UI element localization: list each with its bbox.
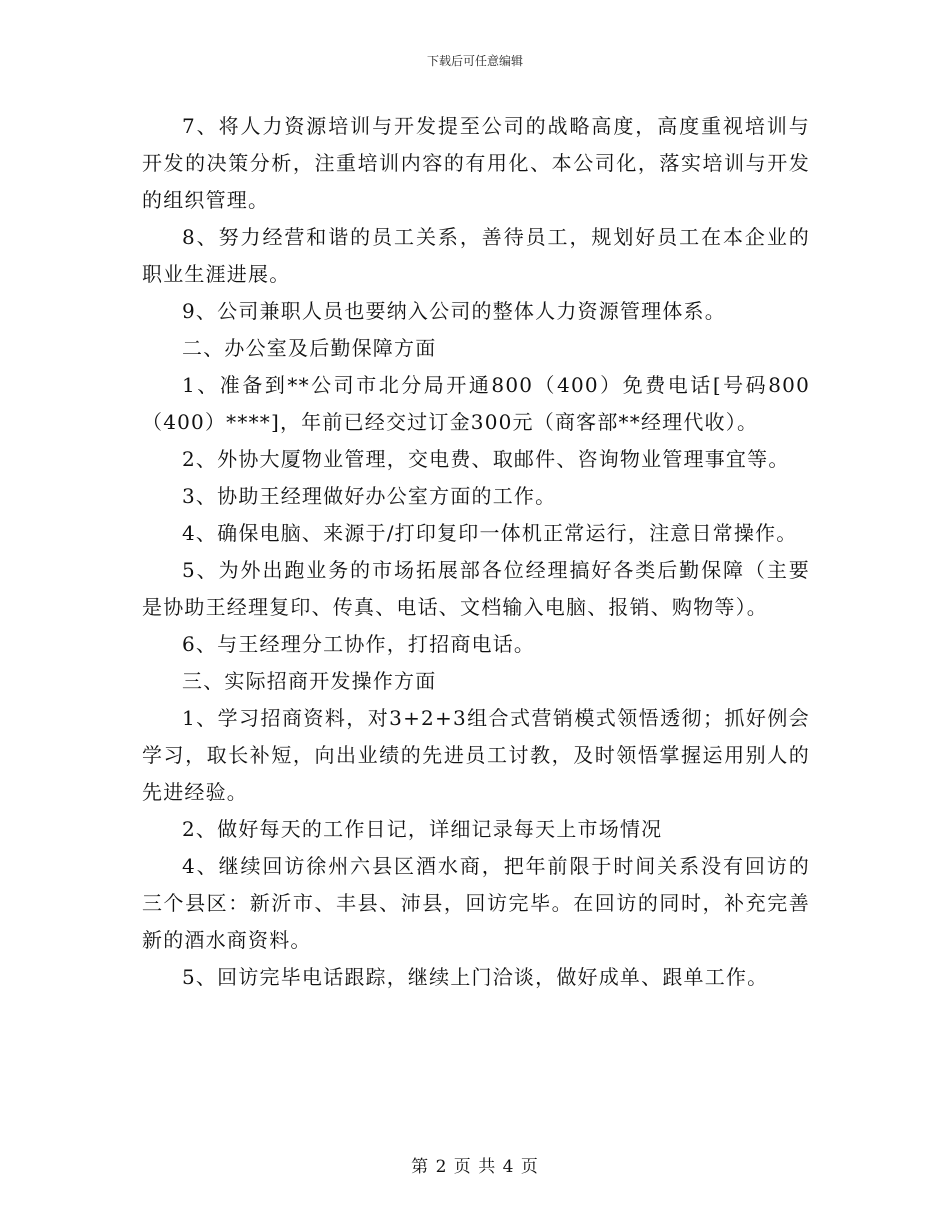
- paragraph-invest-4-visits: 4、继续回访徐州六县区酒水商，把年前限于时间关系没有回访的三个县区：新沂市、丰县、沛县，回访完毕。在回访的同时，补充完善新的酒水商资料。: [142, 854, 810, 952]
- paragraph-office-6-calls: 6、与王经理分工协作，打招商电话。: [182, 632, 536, 656]
- paragraph-office-1-phone: 1、准备到**公司市北分局开通800（400）免费电话[号码800（400）****]，年前已经交过订金300元（商客部**经理代收）。: [142, 373, 810, 434]
- paragraph-office-4-equipment: 4、确保电脑、来源于/打印复印一体机正常运行，注意日常操作。: [182, 521, 798, 545]
- paragraph-7-training: 7、将人力资源培训与开发提至公司的战略高度，高度重视培训与开发的决策分析，注重培训内容的有用化、本公司化，落实培训与开发的组织管理。: [142, 114, 810, 212]
- paragraph-9-part-time-staff: 9、公司兼职人员也要纳入公司的整体人力资源管理体系。: [182, 299, 726, 323]
- document-body: [142, 108, 810, 996]
- paragraph-office-5-support: 5、为外出跑业务的市场拓展部各位经理搞好各类后勤保障（主要是协助王经理复印、传真、电话、文档输入电脑、报销、购物等）。: [142, 558, 810, 619]
- paragraph-invest-5-followup: 5、回访完毕电话跟踪，继续上门洽谈，做好成单、跟单工作。: [182, 965, 769, 989]
- page-number-footer: 第 2 页 共 4 页: [411, 1157, 539, 1177]
- paragraph-invest-2-diary: 2、做好每天的工作日记，详细记录每天上市场情况: [182, 817, 663, 841]
- section-heading-investment: 三、实际招商开发操作方面: [182, 669, 437, 693]
- section-heading-office-logistics: 二、办公室及后勤保障方面: [182, 336, 437, 360]
- paragraph-office-2-property: 2、外协大厦物业管理，交电费、取邮件、咨询物业管理事宜等。: [182, 447, 790, 471]
- page-header: 下载后可任意编辑: [426, 54, 523, 68]
- paragraph-invest-1-study: 1、学习招商资料，对3+2+3组合式营销模式领悟透彻；抓好例会学习，取长补短，向出业绩的先进员工讨教，及时领悟掌握运用别人的先进经验。: [142, 706, 810, 804]
- paragraph-office-3-assist: 3、协助王经理做好办公室方面的工作。: [182, 484, 557, 508]
- paragraph-8-employee-relations: 8、努力经营和谐的员工关系，善待员工，规划好员工在本企业的职业生涯进展。: [142, 225, 810, 286]
